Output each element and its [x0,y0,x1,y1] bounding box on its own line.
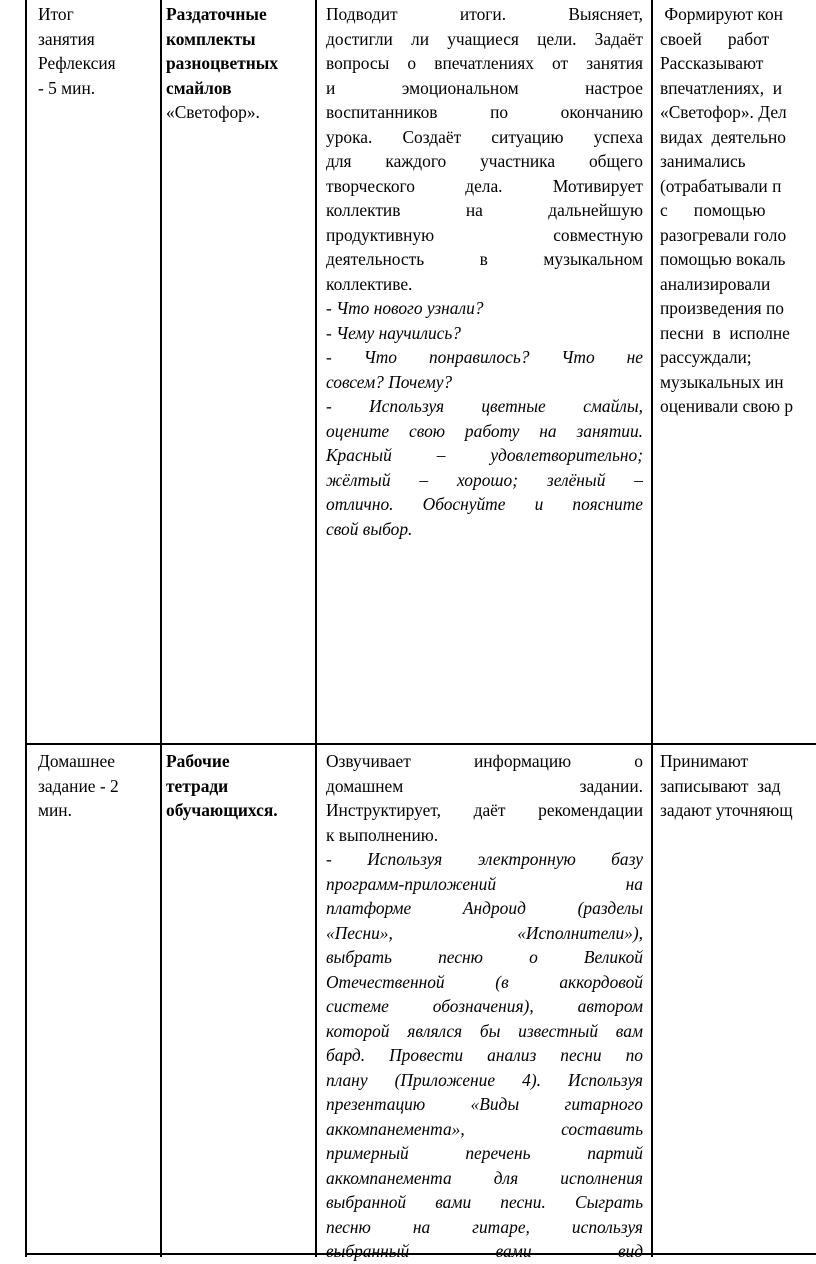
students-activity-line: записывают зад [660,775,781,796]
teacher-question-line: выбранной вами песни. Сыграть [326,1192,643,1212]
row1-teacher-plain [326,2,643,296]
row1-stage-line: - 5 мин. [38,77,96,98]
row2-stage-line: Домашнее [38,751,115,771]
teacher-question-line: аккомпанемента», составить [326,1118,643,1139]
row1-materials-bold-line: комплекты [166,28,256,49]
teacher-question-line: программ-приложений на [326,873,643,894]
students-activity-line: Принимают [660,751,749,771]
teacher-question-line: которой являлся бы известный вам [326,1020,643,1041]
row2-teacher-italic [326,847,643,1264]
teacher-text-line: достигли ли учащиеся цели. Задаёт [326,28,643,49]
teacher-text-line: творческого дела. Мотивирует [326,175,643,196]
students-activity-line: разогревали голо [660,224,787,245]
teacher-text-line: для каждого участника общего [326,151,643,171]
students-activity-line: помощью вокаль [660,249,786,269]
row2-materials-bold-line: тетради [166,775,229,796]
row1-stage-line: занятия [38,28,95,49]
row2-materials-bold-line: Рабочие [166,751,230,771]
table-border-col1 [160,0,162,1257]
row1-teacher-italic [326,296,643,541]
students-activity-line: анализировали [660,273,771,294]
teacher-text-line: Инструктирует, даёт рекомендации [326,800,643,820]
row1-materials-plain-line: «Светофор». [166,102,260,122]
table-border-left [25,0,27,1257]
row1-materials-bold-line: Раздаточные [166,4,267,24]
teacher-question-line: - Что нового узнали? [326,298,484,318]
students-activity-line: оценивали свою р [660,396,794,416]
teacher-text-line: коллектив на дальнейшую [326,200,643,220]
teacher-text-line: к выполнению. [326,824,439,845]
teacher-question-line: примерный перечень партий [326,1143,643,1163]
teacher-text-line: продуктивную совместную [326,224,643,245]
teacher-text-line: Озвучивает информацию о [326,751,643,771]
row1-stage-cell [38,2,156,100]
teacher-question-line: выбранный вами вид [326,1241,643,1261]
teacher-question-line: - Что понравилось? Что не [326,347,643,367]
row2-materials-bold-line: обучающихся. [166,800,278,820]
row1-materials-bold-line: смайлов [166,77,232,98]
students-activity-line: задают уточняющ [660,800,793,820]
teacher-question-line: - Чему научились? [326,322,461,343]
row-divider [26,743,816,745]
students-activity-line: «Светофор». Дел [660,102,787,122]
row2-materials-cell [166,749,312,823]
teacher-question-line: Отечественной (в аккордовой [326,971,643,992]
students-activity-line: песни в исполне [660,322,790,343]
row2-students-cell [660,749,816,823]
students-activity-line: рассуждали; [660,347,752,367]
teacher-question-line: песню на гитаре, используя [326,1216,643,1237]
row2-stage-cell [38,749,156,823]
teacher-question-line: платформе Андроид (разделы [326,898,643,918]
row1-materials-cell [166,2,312,125]
teacher-text-line: домашнем задании. [326,775,643,796]
teacher-question-line: совсем? Почему? [326,371,453,392]
row2-students-lines [660,749,816,823]
students-activity-line: видах деятельно [660,126,786,147]
teacher-text-line: воспитанников по окончанию [326,102,643,122]
teacher-text-line: урока. Создаёт ситуацию успеха [326,126,643,147]
teacher-question-line: плану (Приложение 4). Используя [326,1069,643,1090]
teacher-text-line: вопросы о впечатлениях от занятия [326,53,643,73]
teacher-text-line: деятельность в музыкальном [326,249,643,269]
row2-teacher-cell [326,749,643,1264]
row2-stage-line: мин. [38,800,72,820]
students-activity-line: музыкальных ин [660,371,784,392]
students-activity-line: Рассказывают [660,53,764,73]
row2-stage-line: задание - 2 [38,775,119,796]
teacher-question-line: системе обозначения), автором [326,996,643,1016]
teacher-question-line: оцените свою работу на занятии. [326,420,643,441]
teacher-question-line: «Песни», «Исполнители»), [326,922,643,943]
students-activity-line: впечатлениях, и [660,77,783,98]
students-activity-line: своей работ [660,28,770,49]
teacher-text-line: и эмоциональном настрое [326,77,643,98]
teacher-question-line: - Используя электронную базу [326,849,643,869]
row1-stage-line: Рефлексия [38,53,116,73]
table-border-col2 [315,0,317,1257]
teacher-question-line: бард. Провести анализ песни по [326,1045,643,1065]
students-activity-line: Формируют кон [660,4,783,24]
teacher-question-line: жёлтый – хорошо; зелёный – [326,469,643,490]
teacher-question-line: Красный – удовлетворительно; [326,445,643,465]
students-activity-line: занимались [660,151,746,171]
table-border-col3 [651,0,653,1257]
teacher-question-line: свой выбор. [326,518,413,539]
row1-stage-line: Итог [38,4,74,24]
row1-students-lines [660,2,816,419]
teacher-question-line: аккомпанемента для исполнения [326,1167,643,1188]
teacher-text-line: коллективе. [326,273,413,294]
row1-materials-bold-line: разноцветных [166,53,279,73]
teacher-text-line: Подводит итоги. Выясняет, [326,4,643,24]
students-activity-line: (отрабатывали п [660,175,782,196]
students-activity-line: произведения по [660,298,785,318]
teacher-question-line: - Используя цветные смайлы, [326,396,643,416]
teacher-question-line: отлично. Обоснуйте и поясните [326,494,643,514]
teacher-question-line: выбрать песню о Великой [326,947,643,967]
teacher-question-line: презентацию «Виды гитарного [326,1094,643,1114]
students-activity-line: с помощью [660,200,766,220]
row1-students-cell [660,2,816,419]
row1-teacher-cell [326,2,643,541]
row2-teacher-plain [326,749,643,847]
